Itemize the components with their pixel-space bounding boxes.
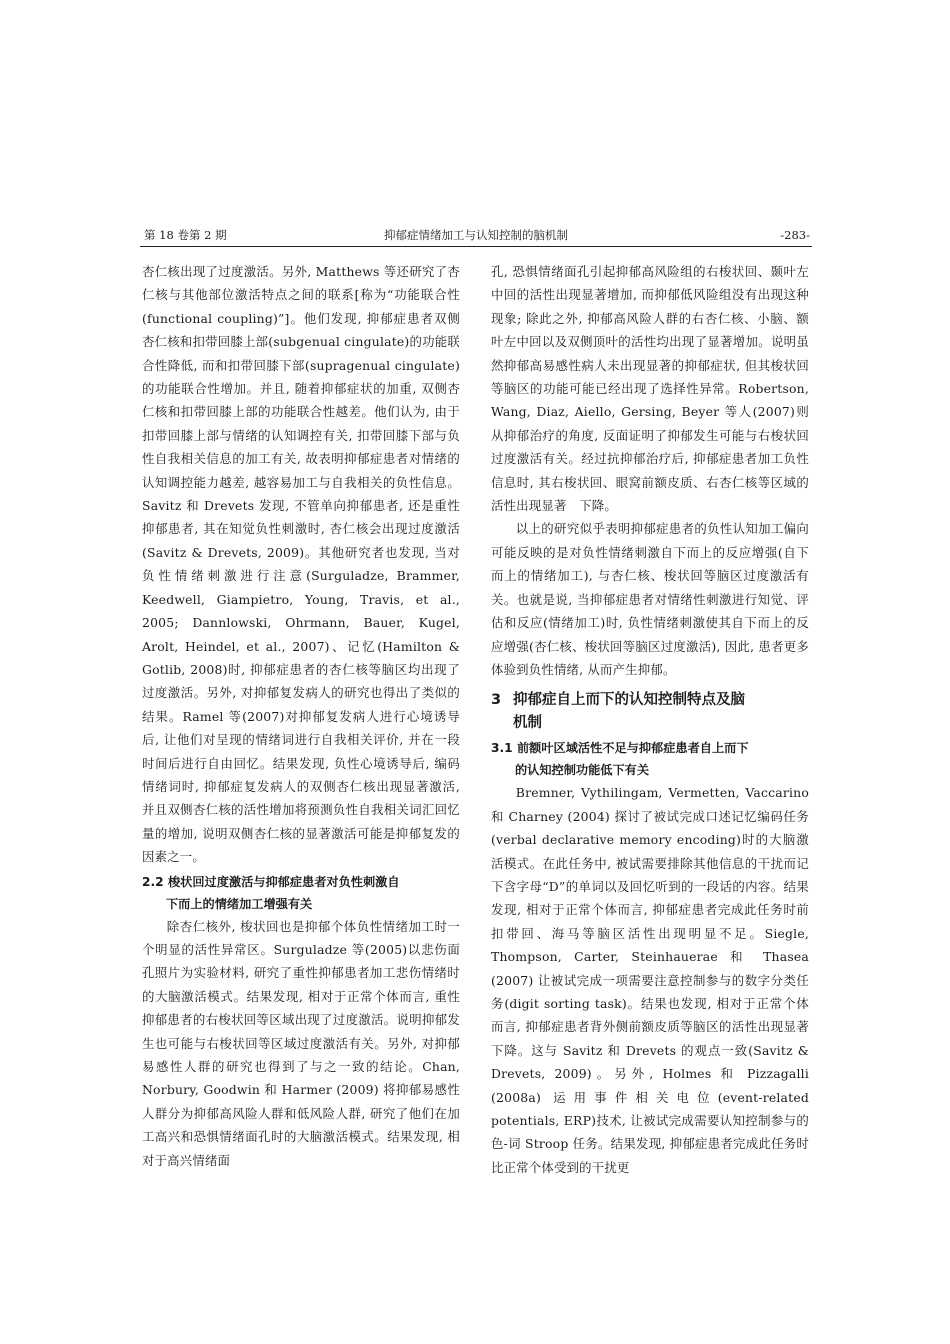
header-rule [140, 246, 812, 247]
subsection-number: 2.2 [142, 874, 164, 889]
journal-issue: 第 18 卷第 2 期 [144, 228, 227, 242]
right-column [491, 260, 809, 1179]
paragraph: 杏仁核出现了过度激活。另外, Matthews 等还研究了杏仁核与其他部位激活特点之间的联系[称为“功能联合性(functional coupling)”]。他们发现, 抑郁症患者双侧杏仁核和扣带回膝上部(subgenual cingulate)的功能联合性降低, 而和扣带回膝下部(supragenual cingulate)的功能联合性增加。并且, 随着抑郁症状的加重, 双侧杏仁核和扣带回膝上部的功能联合性越差。他们认为, 由于扣带回膝上部与情绪的认知调控有关, 扣带回膝下部与负性自我相关信息的加工有关, 故表明抑郁症患者对情绪的认知调控能力越差, 越容易加工与自我相关的负性信息。Savitz 和 Drevets 发现, 不管单向抑郁患者, 还是重性抑郁患者, 其在知觉负性刺激时, 杏仁核会出现过度激活(Savitz & Drevets, 2009)。其他研究者也发现, 当对负性情绪刺激进行注意(Surguladze, Brammer, Keedwell, Giampietro, Young, Travis, et al., 2005; Dannlowski, Ohrmann, Bauer, Kugel, Arolt, Heindel, et al., 2007)、记忆(Hamilton & Gotlib, 2008)时, 抑郁症患者的杏仁核等脑区均出现了过度激活。另外, 对抑郁复发病人的研究也得出了类似的结果。Ramel 等(2007)对抑郁复发病人进行心境诱导后, 让他们对呈现的情绪词进行自我相关评价, 并在一段时间后进行自由回忆。结果发现, 负性心境诱导后, 编码情绪词时, 抑郁症复发病人的双侧杏仁核出现显著激活, 并且双侧杏仁核的活性增加将预测负性自我相关词汇回忆量的增加, 说明双侧杏仁核的显著激活可能是抑郁复发的因素之一。 [142, 264, 460, 865]
section-title-cont: 机制 [513, 715, 542, 732]
paragraph: 以上的研究似乎表明抑郁症患者的负性认知加工偏向可能反映的是对负性情绪刺激自下而上的反应增强(自下而上的情绪加工), 与杏仁核、梭状回等脑区过度激活有关。也就是说, 当抑郁症患者对情绪性刺激进行知觉、评估和反应(情绪加工)时, 负性情绪刺激使其自下而上的反应增强(杏仁核、梭状回等脑区过度激活), 因此, 患者更多体验到负性情绪, 从而产生抑郁。 [491, 521, 809, 677]
section-heading-3 [491, 689, 809, 735]
paragraph: 孔, 恐惧情绪面孔引起抑郁高风险组的右梭状回、颞叶左中回的活性出现显著增加, 而抑郁低风险组没有出现这种现象; 除此之外, 抑郁高风险人群的右杏仁核、小脑、额叶左中回以及双侧顶叶的活性均出现了显著增加。说明虽然抑郁高易感性病人未出现显著的抑郁症状, 但其梭状回等脑区的功能可能已经出现了选择性异常。Robertson, Wang, Diaz, Aiello, Gersing, Beyer 等人(2007)则从抑郁治疗的角度, 反面证明了抑郁发生可能与右梭状回过度激活有关。经过抗抑郁治疗后, 抑郁症患者加工负性信息时, 其右梭状回、眼窝前额皮质、右杏仁核等区域的活性出现显著 下降。 [491, 264, 809, 514]
subsection-title: 前额叶区域活性不足与抑郁症患者自上而下 [517, 741, 749, 756]
section-number: 3 [491, 692, 502, 709]
section-title: 抑郁症自上而下的认知控制特点及脑 [513, 692, 745, 709]
subsection-number: 3.1 [491, 741, 513, 756]
subsection-title-cont: 的认知控制功能低下有关 [515, 763, 650, 778]
subsection-heading-3-1 [491, 737, 809, 781]
subsection-heading-2-2 [142, 871, 460, 915]
running-header [140, 226, 812, 244]
paragraph: 除杏仁核外, 梭状回也是抑郁个体负性情绪加工时一个明显的活性异常区。Surguladze 等(2005)以悲伤面孔照片为实验材料, 研究了重性抑郁患者加工悲伤情绪时的大脑激活模式。结果发现, 相对于正常个体而言, 重性抑郁患者的右梭状回等区域出现了过度激活。说明抑郁发生也可能与右梭状回等区域过度激活有关。另外, 对抑郁易感性人群的研究也得到了与之一致的结论。Chan, Norbury, Goodwin 和 Harmer (2009) 将抑郁易感性人群分为抑郁高风险人群和低风险人群, 研究了他们在加工高兴和恐惧情绪面孔时的大脑激活模式。结果发现, 相对于高兴情绪面 [142, 918, 460, 1168]
paragraph: Bremner, Vythilingam, Vermetten, Vaccarino 和 Charney (2004) 探讨了被试完成口述记忆编码任务(verbal declarative memory encoding)时的大脑激活模式。在此任务中, 被试需要排除其他信息的干扰而记下含字母“D”的单词以及回忆听到的一段话的内容。结果发现, 相对于正常个体而言, 抑郁症患者完成此任务时前扣带回、海马等脑区活性出现明显不足。Siegle, Thompson, Carter, Steinhauerae 和 Thasea (2007) 让被试完成一项需要注意控制参与的数字分类任务(digit sorting task)。结果也发现, 相对于正常个体而言, 抑郁症患者背外侧前额皮质等脑区的活性出现显著下降。这与 Savitz 和 Drevets 的观点一致(Savitz & Drevets, 2009)。另外, Holmes 和 Pizzagalli (2008a) 运用事件相关电位(event-related potentials, ERP)技术, 让被试完成需要认知控制参与的色-词 Stroop 任务。结果发现, 抑郁症患者完成此任务时比正常个体受到的干扰更 [491, 785, 809, 1175]
running-title: 抑郁症情绪加工与认知控制的脑机制 [384, 228, 568, 242]
left-column [142, 260, 460, 1172]
subsection-title: 梭状回过度激活与抑郁症患者对负性刺激自 [168, 874, 400, 889]
subsection-title-cont: 下而上的情绪加工增强有关 [166, 896, 313, 911]
page-number: -283- [780, 228, 810, 242]
